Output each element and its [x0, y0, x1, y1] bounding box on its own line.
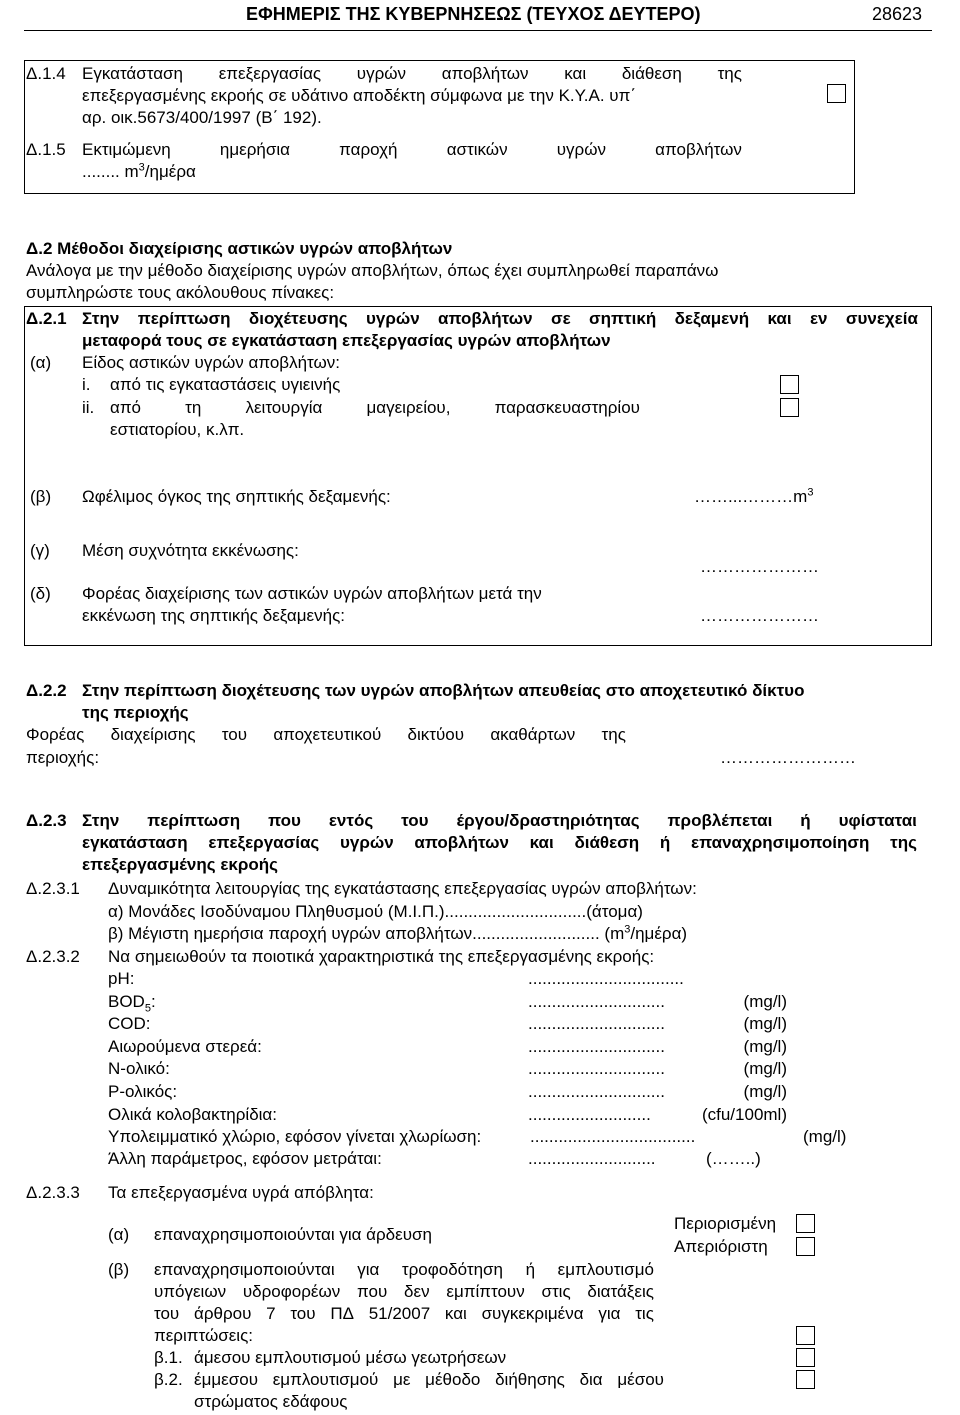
word: διοχέτευσης [248, 309, 348, 328]
word: εμπλουτισμό [557, 1260, 654, 1279]
word: σε [550, 309, 571, 328]
word: εμπλουτισμού [272, 1370, 379, 1389]
b2-line1 [194, 1369, 664, 1391]
param-name [108, 1058, 170, 1080]
word: υγρών [365, 309, 420, 328]
param-name [108, 1081, 177, 1103]
d2-title: Δ.2 Μέθοδοι διαχείρισης αστικών υγρών αποβλήτων [26, 239, 453, 258]
d23-title-line3: επεξεργασμένης εκροής [82, 855, 278, 874]
d15-value: ........ m [82, 162, 139, 181]
param-label: Ολικά κολοβακτηρίδια: [108, 1105, 277, 1124]
d233-b-line3 [154, 1303, 654, 1325]
d231-number: Δ.2.3.1 [26, 879, 80, 898]
b1-text: άμεσου εμπλουτισμού μέσω γεωτρήσεων [194, 1348, 507, 1367]
d21-ii-line1 [110, 397, 640, 419]
word: διάθεση [621, 64, 682, 83]
word: προβλέπεται [667, 811, 773, 830]
word: που [268, 811, 301, 830]
param-label: N-ολικό: [108, 1059, 170, 1078]
d23-title-line2 [82, 832, 917, 854]
d15-line2 [82, 161, 196, 183]
unrestricted-checkbox[interactable] [796, 1237, 815, 1256]
d21-title-line1 [82, 308, 918, 330]
d21-i-label: i. [82, 375, 91, 394]
word: περίπτωση [147, 811, 241, 830]
d23-title-line1 [82, 810, 917, 832]
d21-b-sup: 3 [807, 486, 814, 499]
d2-intro-line2: συμπληρώστε τους ακόλουθους πίνακες: [26, 283, 335, 302]
restricted-label: Περιορισμένη [674, 1214, 777, 1233]
word: έργου/δραστηριότητας [456, 811, 640, 830]
d2-intro-line1: Ανάλογα με την μέθοδο διαχείρισης υγρών αποβλήτων, όπως έχει συμπληρωθεί παραπάνω [26, 261, 719, 280]
word: εντός [328, 811, 374, 830]
b2-line2: στρώματος εδάφους [194, 1392, 348, 1411]
word: ή [525, 1260, 536, 1279]
word: στις [541, 1282, 571, 1301]
word: δια [579, 1370, 603, 1389]
param-dots: ............................. [528, 1082, 665, 1101]
word: με [393, 1370, 411, 1389]
word: και [444, 1304, 467, 1323]
param-label: pH: [108, 969, 135, 988]
d231-b-dots: ........................... [472, 924, 600, 943]
param-dots: ............................. [528, 1037, 665, 1056]
word: του [290, 1304, 316, 1323]
word: διατάξεις [587, 1282, 654, 1301]
chlorine-unit: (mg/l) [803, 1127, 847, 1146]
word: και [529, 833, 554, 852]
word: αποβλήτων [438, 309, 533, 328]
d233-b-line1 [154, 1259, 654, 1281]
d21-a-label: (α) [30, 353, 52, 372]
word: διάθεση [574, 833, 640, 852]
d233-b-line4: περιπτώσεις: [154, 1326, 253, 1345]
word: τροφοδότηση [401, 1260, 503, 1279]
param-dots: .......................... [528, 1105, 651, 1124]
d21-i-text: από τις εγκαταστάσεις υγιεινής [110, 375, 341, 394]
d21-b-dots: ……...………m [694, 487, 808, 506]
d22-text-line2: περιοχής: [26, 748, 100, 767]
param-unit: (mg/l) [743, 1014, 787, 1033]
d21-ii-checkbox[interactable] [780, 398, 799, 417]
d233-a-label: (α) [108, 1225, 130, 1244]
d22-title-line2: της περιοχής [82, 703, 189, 722]
page-number: 28623 [872, 4, 923, 24]
restricted-checkbox[interactable] [796, 1214, 815, 1233]
word: παροχή [339, 140, 398, 159]
word: 51/2007 [368, 1304, 431, 1323]
d233-text: Τα επεξεργασμένα υγρά απόβλητα: [108, 1183, 374, 1202]
word: για [357, 1260, 380, 1279]
chlorine-text: Υπολειμματικό χλώριο, εφόσον γίνεται χλωρίωση: [108, 1127, 482, 1146]
word: ή [659, 833, 671, 852]
word: τις [635, 1304, 654, 1323]
param-unit: (mg/l) [743, 1037, 787, 1056]
word: μέσου [617, 1370, 664, 1389]
d231-a [108, 901, 643, 923]
d21-ii-label: ii. [82, 398, 95, 417]
word: δεν [404, 1282, 430, 1301]
d22-text-line1 [26, 724, 626, 746]
word: διήθησης [495, 1370, 565, 1389]
d21-b-label: (β) [30, 487, 52, 506]
d231-b-sup: 3 [624, 923, 631, 936]
param-dots: ............................. [528, 992, 665, 1011]
word: συγκεκριμένα [481, 1304, 584, 1323]
param-name [108, 968, 134, 990]
word: υπόγειων [154, 1282, 227, 1301]
d231-a-dots: .............................. [444, 902, 587, 921]
word: επαναχρησιμοποιούνται [154, 1260, 335, 1279]
d15-unit: /ημέρα [144, 162, 196, 181]
word: εγκατάσταση [82, 833, 188, 852]
d21-b-value [694, 486, 813, 508]
d21-title-line2: μεταφορά τους σε εγκατάσταση επεξεργασίας υγρών αποβλήτων [82, 331, 611, 350]
d22-number: Δ.2.2 [26, 681, 67, 700]
word: της [601, 725, 626, 744]
other-param-text: Άλλη παράμετρος, εφόσον μετράται: [108, 1149, 382, 1168]
word: υγρών [339, 833, 394, 852]
word: Φορέας [26, 725, 85, 744]
d21-d-text-line1: Φορέας διαχείρισης των αστικών υγρών αποβλήτων μετά την [82, 584, 542, 603]
param-subscript: 5 [144, 1002, 151, 1015]
param-name [108, 1013, 151, 1035]
b1-checkbox[interactable] [796, 1348, 815, 1367]
b2-checkbox[interactable] [796, 1370, 815, 1389]
word: σηπτική [589, 309, 657, 328]
word: της [890, 833, 917, 852]
param-dots: ............................. [528, 1059, 665, 1078]
header-rule [24, 30, 932, 31]
param-name [108, 1036, 262, 1058]
param-unit: (cfu/100ml) [701, 1105, 787, 1124]
word: περίπτωση [137, 309, 231, 328]
header-title: ΕΦΗΜΕΡΙΣ ΤΗΣ ΚΥΒΕΡΝΗΣΕΩΣ (ΤΕΥΧΟΣ ΔΕΥΤΕΡΟ) [246, 4, 701, 24]
word: επεξεργασίας [218, 64, 322, 83]
word: του [154, 1304, 180, 1323]
d231-b [108, 923, 687, 945]
d15-number: Δ.1.5 [26, 140, 66, 159]
word: 7 [266, 1304, 276, 1323]
word: από [110, 398, 142, 417]
word: ημερήσια [219, 140, 290, 159]
d21-d-label: (δ) [30, 584, 51, 603]
d233-b-checkbox[interactable] [796, 1326, 815, 1345]
d21-i-checkbox[interactable] [780, 375, 799, 394]
param-label: COD: [108, 1014, 151, 1033]
d231-text: Δυναμικότητα λειτουργίας της εγκατάστασης επεξεργασίας υγρών αποβλήτων: [108, 879, 697, 898]
word: υφίσταται [838, 811, 917, 830]
word: Στην [82, 309, 120, 328]
param-dots: ................................. [528, 969, 684, 988]
param-label-suffix: : [150, 992, 156, 1011]
param-name [108, 1104, 277, 1126]
word: αστικών [446, 140, 508, 159]
d15-line1 [82, 139, 742, 161]
word: υδροφορέων [242, 1282, 341, 1301]
d21-c-value: ………………… [700, 557, 819, 576]
param-dots: ............................. [528, 1014, 665, 1033]
param-label: Αιωρούμενα στερεά: [108, 1037, 262, 1056]
d21-number: Δ.2.1 [26, 309, 67, 328]
d231-a-unit: (άτομα) [586, 902, 643, 921]
chlorine-dots: ................................... [530, 1127, 696, 1146]
word: παρασκευαστηρίου [494, 398, 640, 417]
d15-sup: 3 [138, 161, 145, 174]
d21-c-label: (γ) [30, 541, 50, 560]
word: υγρών [556, 140, 606, 159]
d22-title-line1: Στην περίπτωση διοχέτευσης των υγρών αποβλήτων απευθείας στο αποχετευτικό δίκτυο [82, 681, 805, 700]
word: μέθοδο [425, 1370, 481, 1389]
param-unit: (mg/l) [743, 992, 787, 1011]
word: συνεχεία [845, 309, 918, 328]
word: αποβλήτων [655, 140, 742, 159]
word: του [401, 811, 429, 830]
d21-ii-line2: εστιατορίου, κ.λπ. [110, 420, 245, 439]
word: που [357, 1282, 388, 1301]
word: λειτουργία [245, 398, 323, 417]
word: ΠΔ [330, 1304, 354, 1323]
param-label: P-ολικός: [108, 1082, 178, 1101]
word: Στην [82, 811, 120, 830]
word: για [598, 1304, 621, 1323]
word: Εκτιμώμενη [82, 140, 171, 159]
d231-b-unit: (m [604, 924, 625, 943]
word: και [564, 64, 587, 83]
d232-number: Δ.2.3.2 [26, 947, 80, 966]
word: αποχετευτικού [273, 725, 382, 744]
d21-c-text: Μέση συχνότητα εκκένωσης: [82, 541, 299, 560]
other-param-unit: (……..) [706, 1149, 761, 1168]
word: εν [809, 309, 828, 328]
word: υγρών [356, 64, 407, 83]
param-unit: (mg/l) [743, 1059, 787, 1078]
d231-b-text: β) Μέγιστη ημερήσια παροχή υγρών αποβλήτων [108, 924, 473, 943]
d231-a-text: α) Μονάδες Ισοδύναμου Πληθυσμού (Μ.Ι.Π.) [108, 902, 445, 921]
word: της [717, 64, 742, 83]
word: τη [185, 398, 202, 417]
word: δεξαμενή [674, 309, 750, 328]
d233-a-text: επαναχρησιμοποιούνται για άρδευση [154, 1225, 432, 1244]
word: ή [800, 811, 811, 830]
word: εμπίπτουν [446, 1282, 525, 1301]
word: επαναχρησιμοποίηση [691, 833, 870, 852]
word: αποβλήτων [414, 833, 509, 852]
d21-d-value: ………………… [700, 606, 819, 625]
word: και [767, 309, 792, 328]
param-name [108, 991, 156, 1013]
word: αποβλήτων [441, 64, 529, 83]
word: δικτύου [407, 725, 465, 744]
d21-d-text-line2: εκκένωση της σηπτικής δεξαμενής: [82, 606, 345, 625]
d232-text: Να σημειωθούν τα ποιοτικά χαρακτηριστικά της επεξεργασμένης εκροής: [108, 947, 655, 966]
d233-b-label: (β) [108, 1260, 130, 1279]
d14-line1 [82, 63, 742, 85]
word: επεξεργασίας [208, 833, 320, 852]
d21-a-text: Είδος αστικών υγρών αποβλήτων: [82, 353, 340, 372]
word: ακαθάρτων [490, 725, 576, 744]
d21-b-text: Ωφέλιμος όγκος της σηπτικής δεξαμενής: [82, 487, 391, 506]
d233-number: Δ.2.3.3 [26, 1183, 80, 1202]
unrestricted-label: Απεριόριστη [674, 1237, 768, 1256]
word: έμμεσου [194, 1370, 258, 1389]
d14-line2: επεξεργασμένης εκροής σε υδάτινο αποδέκτη σύμφωνα με την Κ.Υ.Α. υπ΄ [82, 86, 636, 105]
d233-b-line2 [154, 1281, 654, 1303]
d14-line3: αρ. οικ.5673/400/1997 (Β΄ 192). [82, 108, 322, 127]
d231-b-unit-post: /ημέρα) [630, 924, 688, 943]
param-label: BOD [108, 992, 145, 1011]
other-param-dots: ........................... [528, 1149, 656, 1168]
b1-label: β.1. [154, 1348, 183, 1367]
b2-label: β.2. [154, 1370, 183, 1389]
d23-number: Δ.2.3 [26, 811, 67, 830]
word: μαγειρείου, [366, 398, 451, 417]
d14-checkbox[interactable] [827, 84, 846, 103]
param-unit: (mg/l) [743, 1082, 787, 1101]
word: Εγκατάσταση [82, 64, 184, 83]
word: διαχείρισης [110, 725, 196, 744]
word: του [221, 725, 248, 744]
d22-value: …………………… [720, 748, 856, 767]
word: άρθρου [193, 1304, 252, 1323]
d14-number: Δ.1.4 [26, 64, 66, 83]
